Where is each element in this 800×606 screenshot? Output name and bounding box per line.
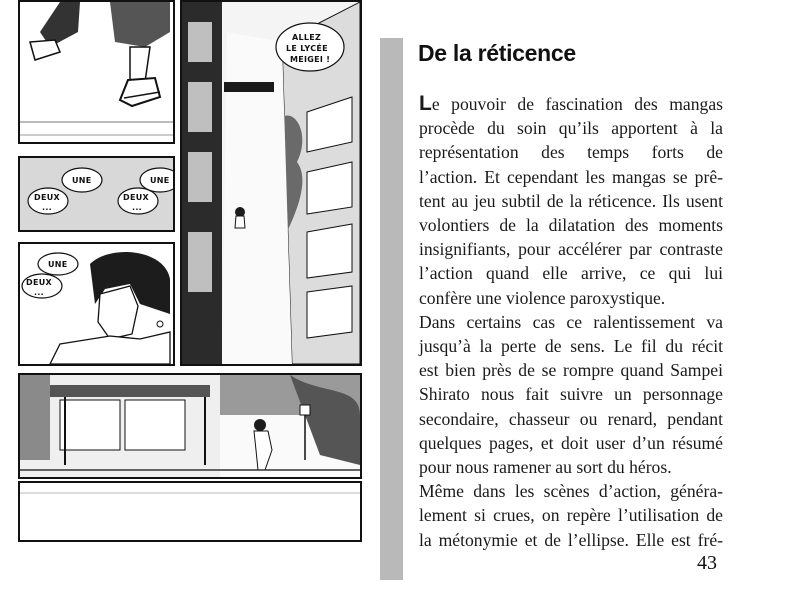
- text-line: l’action. Et cependant les mangas se prê-: [419, 166, 723, 187]
- text-line: Dans certains cas ce ralentissement va: [419, 311, 723, 332]
- bus-stop-drawing: [20, 375, 360, 477]
- text-line: jusqu’à la perte de sens. Le fil du récit: [419, 336, 723, 357]
- bubble-dots-1: ...: [42, 203, 53, 212]
- bubble-allez-line1: ALLEZ: [292, 33, 322, 42]
- bubble-dots-2: ...: [132, 203, 143, 212]
- manga-panel-girl: [18, 242, 175, 366]
- street-drawing: [182, 2, 360, 364]
- text-line: quelques pages, et doit user d’un résumé: [419, 432, 723, 453]
- text-line: insignifiants, pour accélérer par contraste: [419, 239, 723, 260]
- text-line: représentation des temps forts de: [419, 142, 723, 163]
- article-body: [419, 92, 723, 552]
- drop-cap: L: [419, 92, 432, 115]
- bubble-deux-1: DEUX: [34, 193, 60, 202]
- text-line: Même dans les scènes d’action, généra-: [419, 481, 723, 502]
- manga-panel-legs: [18, 0, 175, 144]
- grey-margin-bar: [380, 38, 403, 580]
- text-line: tent au jeu subtil de la réticence. Ils usent: [419, 190, 723, 211]
- manga-illustration: [0, 0, 370, 606]
- girl-drawing: [20, 244, 173, 364]
- bubble-dots-3: ...: [34, 288, 45, 297]
- legs-drawing: [20, 2, 173, 142]
- text-line: Le pouvoir de fascination des mangas: [419, 92, 723, 115]
- text-line: secondaire, chasseur ou renard, pendant: [419, 408, 723, 429]
- text-line: pour nous ramener au sort du héros.: [419, 457, 672, 478]
- text-line: la métonymie et de l’ellipse. Elle est fré-: [419, 529, 723, 550]
- text-line: volontiers de la dilatation des moments: [419, 215, 723, 236]
- text-line: procède du soin qu’ils apportent à la: [419, 118, 723, 139]
- manga-panel-ground: [18, 481, 362, 542]
- text-line: confère une violence paroxystique.: [419, 287, 666, 308]
- manga-panel-bus-stop: [18, 373, 362, 479]
- page-number: 43: [697, 552, 717, 574]
- bubble-une-2: UNE: [150, 176, 170, 185]
- bubble-une-3: UNE: [48, 260, 68, 269]
- bubble-allez-line3: MEIGEI !: [290, 55, 331, 64]
- text-line: Shirato nous fait suivre un personnage: [419, 384, 723, 405]
- text-line: est bien près de se rompre quand Sampei: [419, 360, 723, 381]
- manga-panel-count: [18, 156, 175, 232]
- bubble-allez-line2: LE LYCÉE: [286, 44, 328, 53]
- manga-panel-street: [180, 0, 362, 366]
- bubble-une-1: UNE: [72, 176, 92, 185]
- bubble-deux-2: DEUX: [123, 193, 149, 202]
- text-line: l’action quand elle arrive, ce qui lui: [419, 263, 723, 284]
- bubble-deux-3: DEUX: [26, 278, 52, 287]
- text-line: lement si crues, on repère l’utilisation de: [419, 505, 723, 526]
- article-heading: De la réticence: [418, 40, 576, 66]
